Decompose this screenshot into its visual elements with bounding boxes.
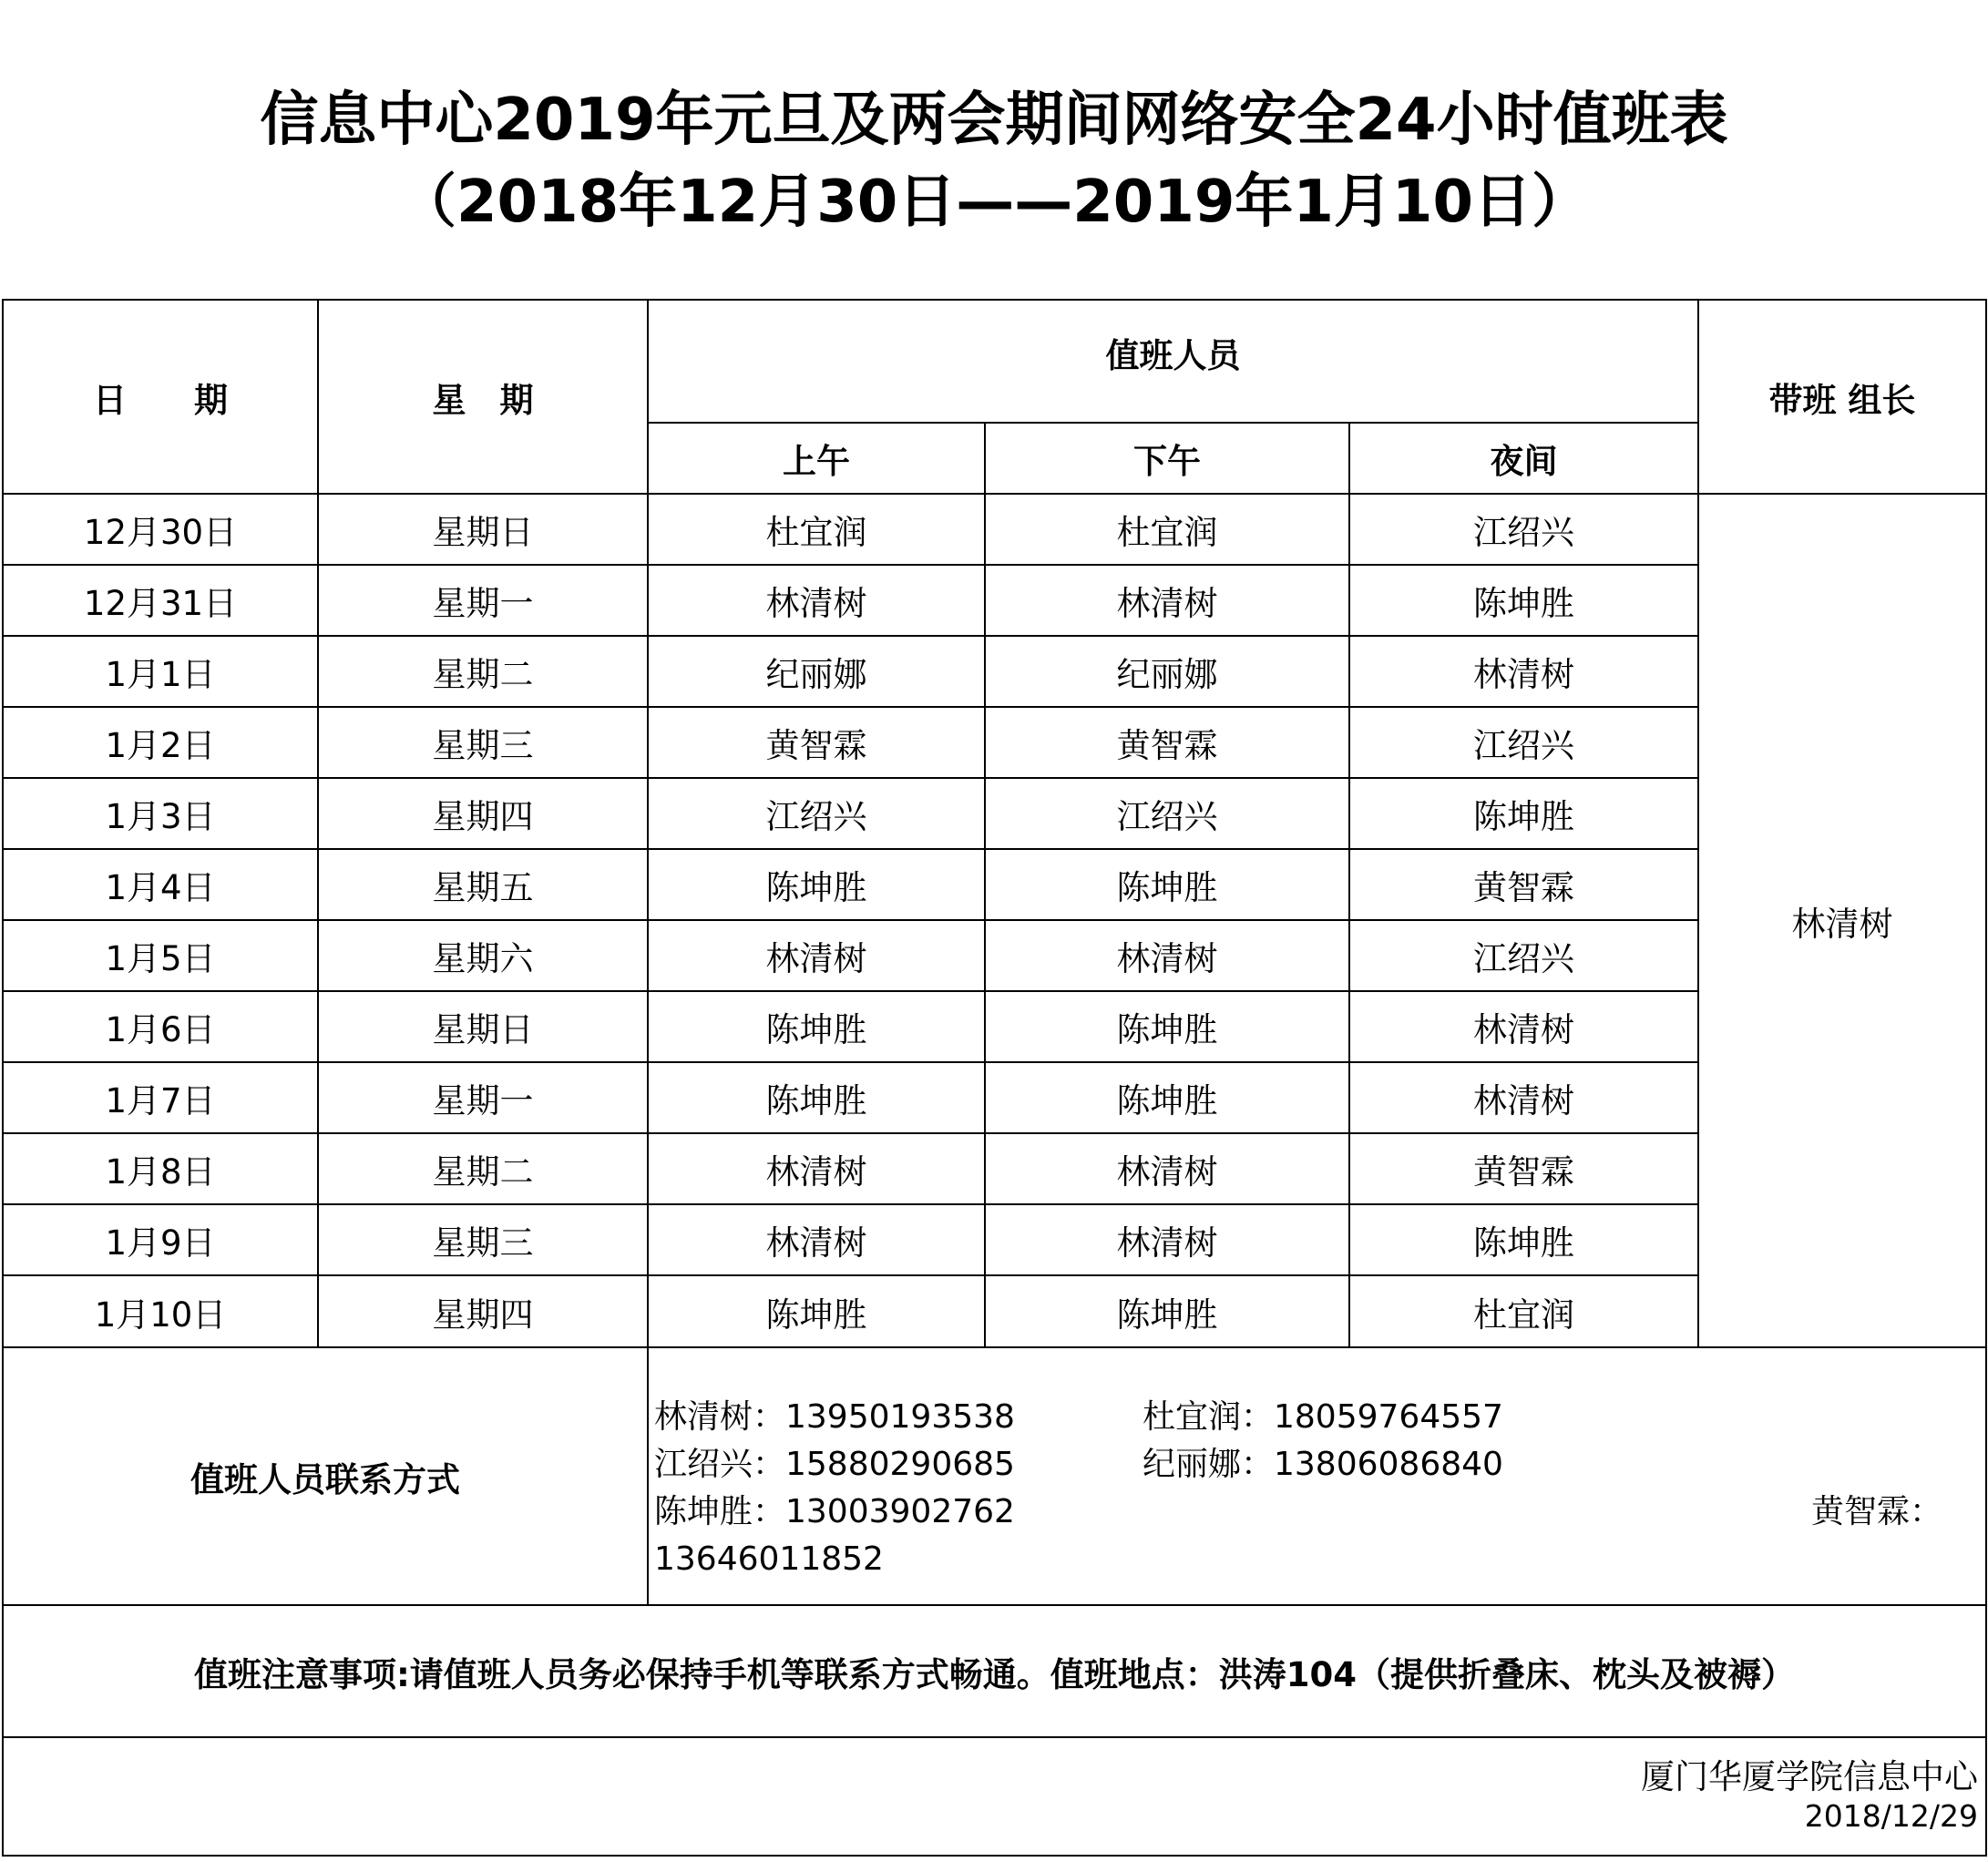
contact-line: 陈坤胜：13003902762 [654,1493,1015,1530]
header-weekday: 星 期 [318,300,648,494]
table-row [3,565,1986,636]
date-cell: 1月7日 [3,1062,318,1133]
date-cell: 1月4日 [3,849,318,920]
table-row [3,1275,1986,1347]
afternoon-cell: 林清树 [985,920,1349,991]
weekday-cell: 星期五 [318,849,648,920]
weekday-cell: 星期日 [318,991,648,1062]
contact-line: 黄智霖： [1811,1493,1943,1530]
page-subtitle: （2018年12月30日——2019年1月10日） [398,169,1590,236]
contact-line: 杜宜润：18059764557 [1143,1398,1503,1436]
table-row [3,636,1986,707]
header-staff: 值班人员 [648,300,1698,423]
weekday-cell: 星期六 [318,920,648,991]
header-leader: 带班 组长 [1698,300,1986,494]
afternoon-cell: 杜宜润 [985,494,1349,565]
table-row [3,707,1986,778]
morning-cell: 林清树 [648,565,985,636]
afternoon-cell: 陈坤胜 [985,1275,1349,1347]
date-cell: 1月8日 [3,1133,318,1204]
night-cell: 林清树 [1349,1062,1698,1133]
table-row [3,1204,1986,1275]
table-row [3,991,1986,1062]
morning-cell: 江绍兴 [648,778,985,849]
morning-cell: 陈坤胜 [648,1275,985,1347]
weekday-cell: 星期二 [318,1133,648,1204]
date-cell: 12月30日 [3,494,318,565]
contact-line: 13646011852 [654,1540,884,1578]
night-cell: 陈坤胜 [1349,1204,1698,1275]
contact-line: 纪丽娜：13806086840 [1143,1446,1503,1483]
weekday-cell: 星期四 [318,778,648,849]
weekday-cell: 星期三 [318,1204,648,1275]
afternoon-cell: 陈坤胜 [985,849,1349,920]
night-cell: 江绍兴 [1349,494,1698,565]
night-cell: 陈坤胜 [1349,778,1698,849]
footer-org: 厦门华厦学院信息中心 [1641,1757,1978,1796]
morning-cell: 陈坤胜 [648,1062,985,1133]
contacts-label: 值班人员联系方式 [3,1347,648,1605]
afternoon-cell: 林清树 [985,1133,1349,1204]
duty-notes: 值班注意事项:请值班人员务必保持手机等联系方式畅通。值班地点：洪涛104（提供折叠床、枕头及被褥） [3,1605,1986,1737]
morning-cell: 黄智霖 [648,707,985,778]
night-cell: 黄智霖 [1349,849,1698,920]
page-title: 信息中心2019年元旦及两会期间网络安全24小时值班表 [260,87,1728,154]
date-cell: 1月2日 [3,707,318,778]
afternoon-cell: 林清树 [985,1204,1349,1275]
footer-date: 2018/12/29 [1804,1798,1978,1834]
morning-cell: 林清树 [648,1133,985,1204]
morning-cell: 陈坤胜 [648,849,985,920]
weekday-cell: 星期日 [318,494,648,565]
night-cell: 杜宜润 [1349,1275,1698,1347]
night-cell: 陈坤胜 [1349,565,1698,636]
night-cell: 林清树 [1349,636,1698,707]
morning-cell: 林清树 [648,1204,985,1275]
weekday-cell: 星期二 [318,636,648,707]
date-cell: 1月5日 [3,920,318,991]
weekday-cell: 星期四 [318,1275,648,1347]
table-row [3,920,1986,991]
date-cell: 1月6日 [3,991,318,1062]
contact-line: 江绍兴：15880290685 [654,1446,1015,1483]
date-cell: 1月1日 [3,636,318,707]
weekday-cell: 星期一 [318,565,648,636]
afternoon-cell: 陈坤胜 [985,1062,1349,1133]
header-date: 日 期 [3,300,318,494]
footer [3,1737,1986,1856]
weekday-cell: 星期一 [318,1062,648,1133]
afternoon-cell: 林清树 [985,565,1349,636]
table-row [3,494,1986,565]
night-cell: 江绍兴 [1349,707,1698,778]
date-cell: 1月3日 [3,778,318,849]
header-morning: 上午 [648,423,985,494]
weekday-cell: 星期三 [318,707,648,778]
afternoon-cell: 纪丽娜 [985,636,1349,707]
night-cell: 江绍兴 [1349,920,1698,991]
contacts-block [648,1347,1986,1605]
night-cell: 林清树 [1349,991,1698,1062]
date-cell: 1月9日 [3,1204,318,1275]
contact-line: 林清树：13950193538 [654,1398,1015,1436]
morning-cell: 纪丽娜 [648,636,985,707]
afternoon-cell: 江绍兴 [985,778,1349,849]
date-cell: 12月31日 [3,565,318,636]
morning-cell: 杜宜润 [648,494,985,565]
duty-table [2,299,1987,1857]
table-row [3,1133,1986,1204]
table-row [3,778,1986,849]
table-row [3,849,1986,920]
afternoon-cell: 陈坤胜 [985,991,1349,1062]
morning-cell: 陈坤胜 [648,991,985,1062]
date-cell: 1月10日 [3,1275,318,1347]
table-row [3,1062,1986,1133]
morning-cell: 林清树 [648,920,985,991]
afternoon-cell: 黄智霖 [985,707,1349,778]
leader-cell: 林清树 [1698,494,1986,1347]
header-afternoon: 下午 [985,423,1349,494]
header-night: 夜间 [1349,423,1698,494]
night-cell: 黄智霖 [1349,1133,1698,1204]
